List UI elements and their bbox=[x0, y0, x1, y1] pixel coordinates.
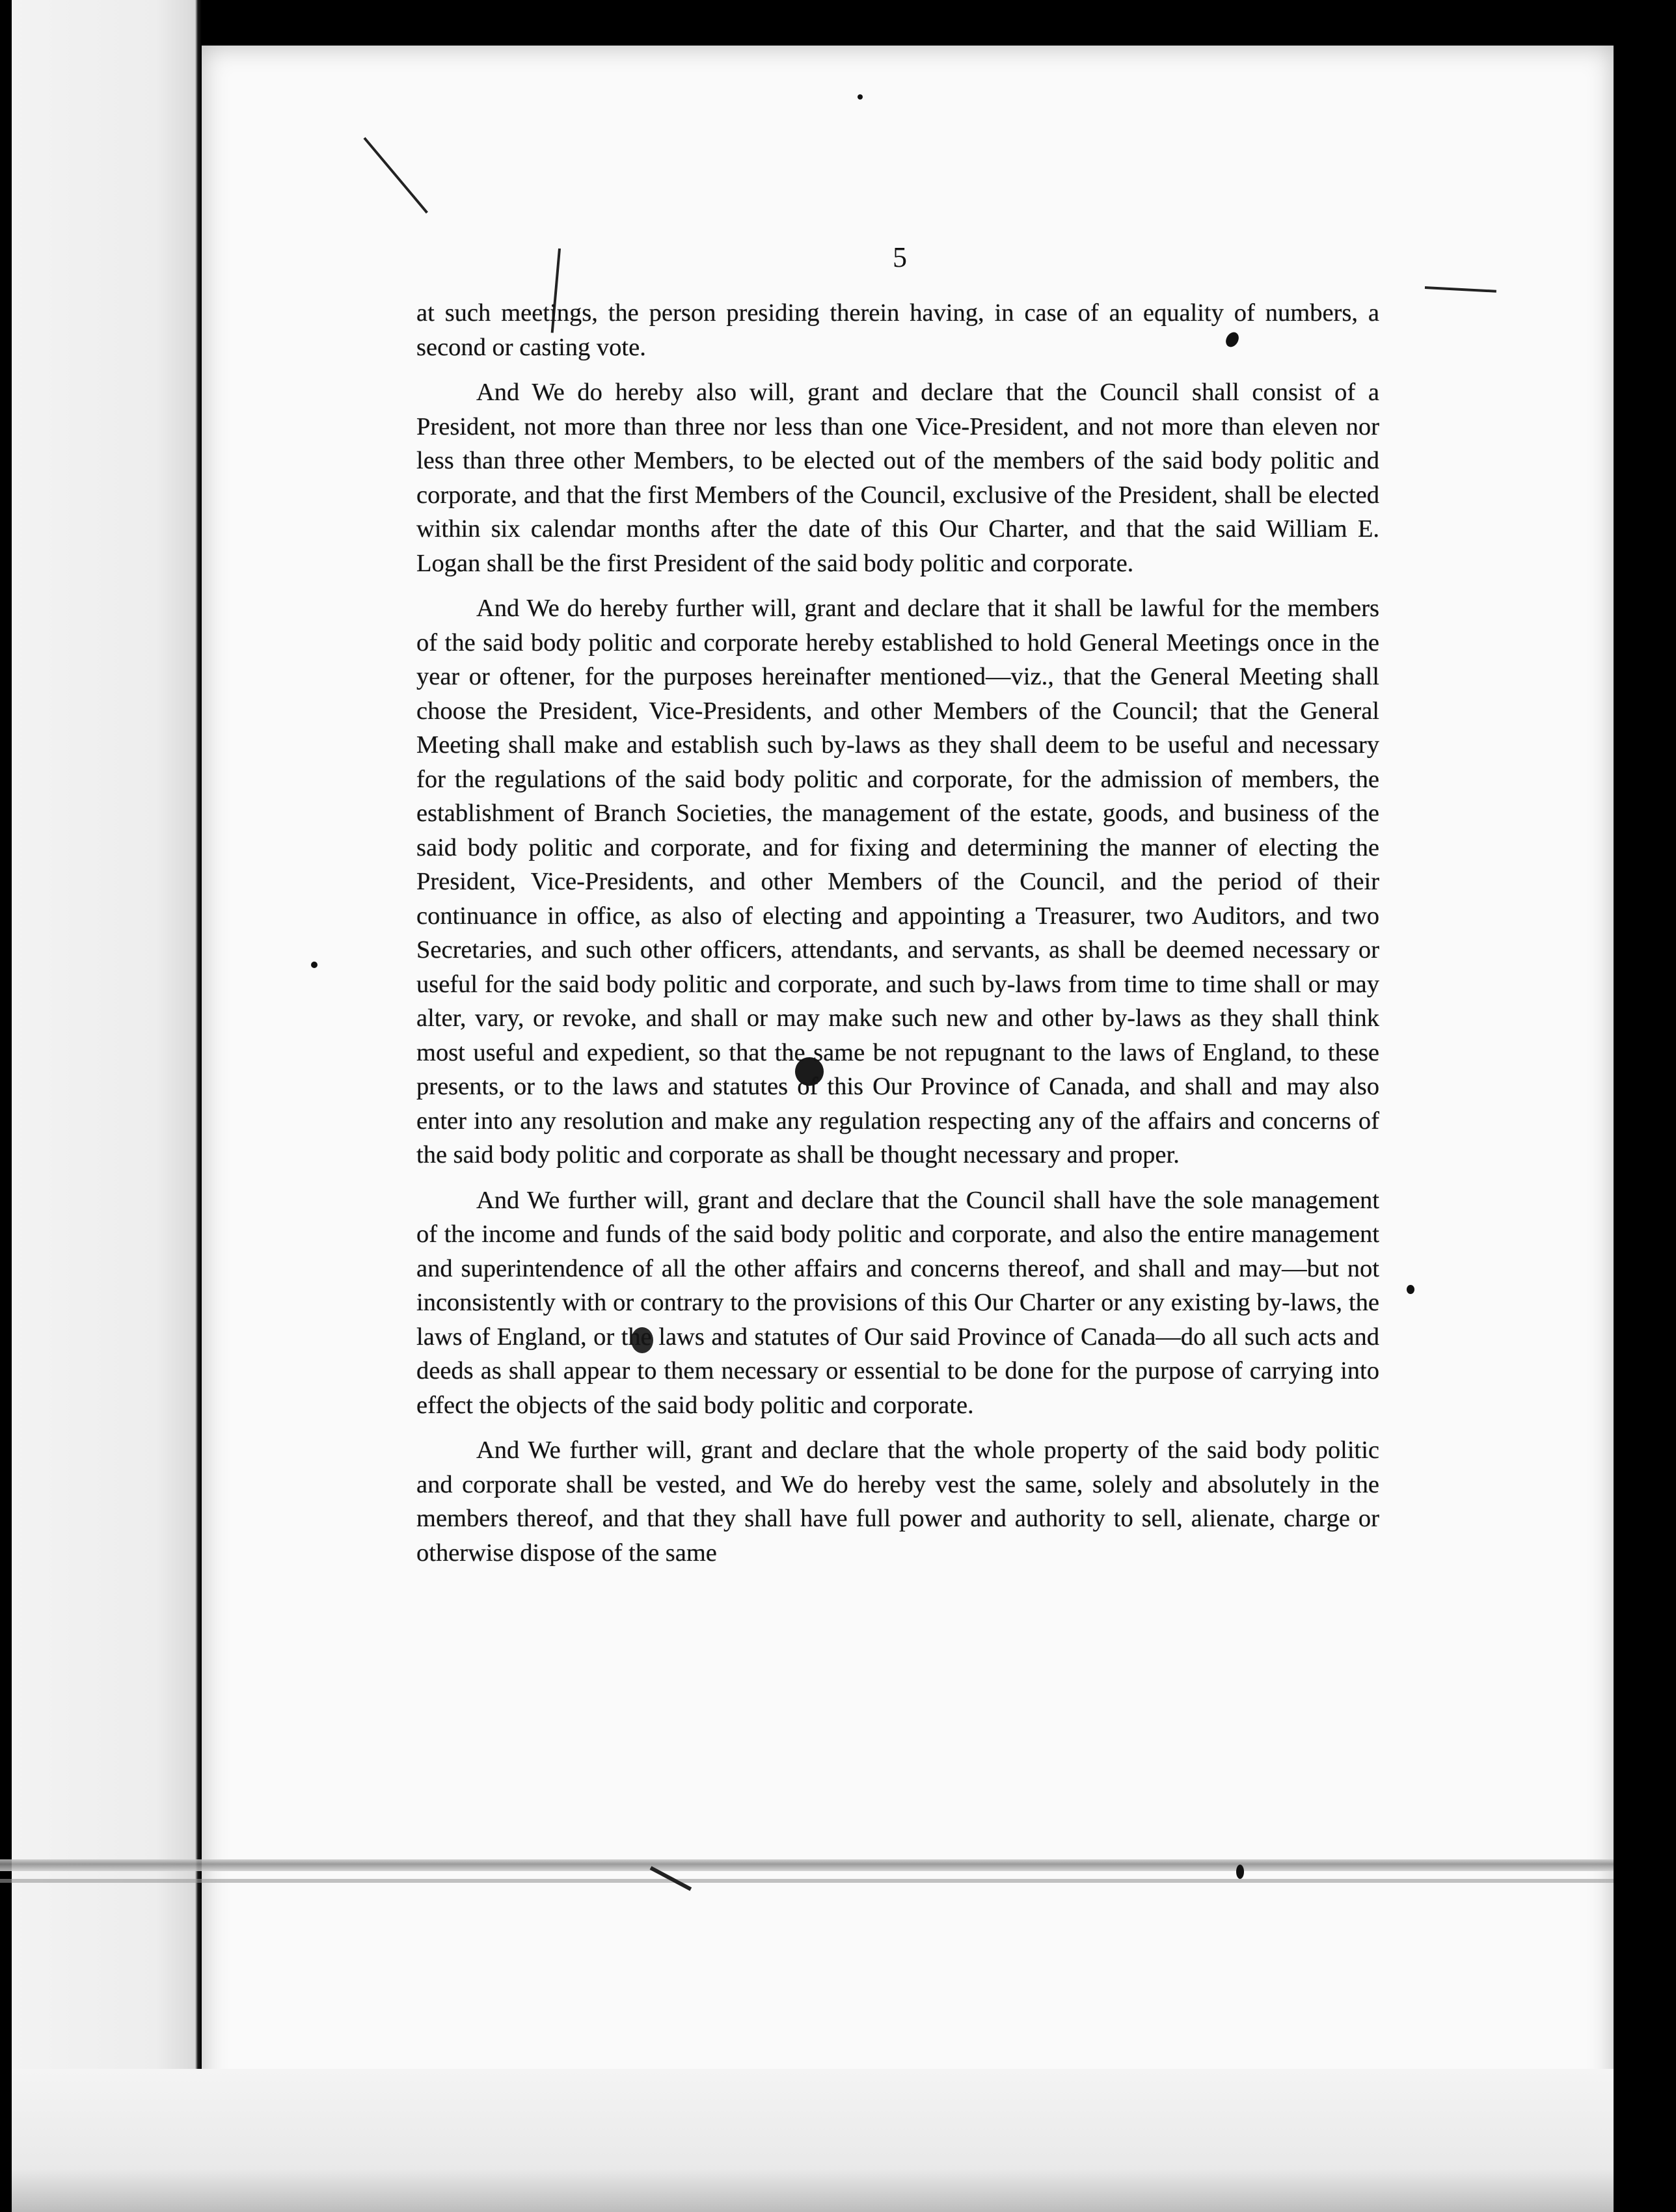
ink-speck bbox=[1627, 930, 1646, 945]
ink-speck bbox=[311, 962, 318, 968]
paragraph: at such meetings, the person presiding therein having, in case of an equality of numbers, a second or casting vote. bbox=[416, 299, 1379, 361]
ink-speck bbox=[1236, 1865, 1244, 1879]
paragraph: And We further will, grant and declare that the whole property of the said body politic and corporate shall be vested, and We do hereby vest the same, solely and absolutely in the members thereof, and that they shall have full power and authority to sell, alienate, charge or otherwise dispose of the same bbox=[416, 1436, 1379, 1567]
page-bottom-margin bbox=[12, 2069, 1676, 2212]
scan-right-edge bbox=[1614, 0, 1676, 2212]
ink-speck bbox=[858, 94, 863, 100]
ink-speck bbox=[1407, 1285, 1414, 1294]
fold-crease-shadow bbox=[0, 1879, 1676, 1883]
page-number: 5 bbox=[893, 241, 907, 273]
paragraph: And We do hereby also will, grant and declare that the Council shall consist of a President, not more than three nor less than one Vice-President, and not more than eleven nor less than three other Members, to be elected out of the members of the said body politic and corporate, and that the first Members of the Council, exclusive of the President, shall be elected within six calendar months after the date of this Our Charter, and that the said William E. Logan shall be the first President of the said body politic and corporate. bbox=[416, 379, 1379, 577]
paragraph: And We do hereby further will, grant and declare that it shall be lawful for the members of the said body politic and corporate hereby established to hold General Meetings once in the year or oftener, for the purposes hereinafter mentioned—viz., that the General Meeting shall choose the President, Vice-Presidents, and other Members of the Council; that the General Meeting shall make and establish such by-laws as they shall deem to be useful and necessary for the regulations of the said body politic and corporate, for the admission of members, the establishment of Branch Societies, the management of the estate, goods, and business of the said body politic and corporate, and for fixing and determining the manner of electing the President, Vice-Presidents, and other Members of the Council, and the period of their continuance in office, as also of electing and appointing a Treasurer, two Auditors, and two Secretaries, and such other officers, attendants, and servants, as shall be deemed necessary or useful for the said body politic and corporate, and such by-laws from time to time shall or may alter, vary, or revoke, and shall or may make such new and other by-laws as they shall think most useful and expedient, so that the same be not repugnant to the laws of England, to these presents, or to the laws and statutes of this Our Province of Canada, and shall and may also enter into any resolution and make any regulation respecting any of the affairs and concerns of the said body politic and corporate as shall be thought necessary and proper. bbox=[416, 595, 1379, 1168]
paragraph: And We further will, grant and declare that the Council shall have the sole management of the income and funds of the said body politic and corporate, and also the entire management and superintendence of all the other affairs and concerns thereof, and shall and may—but not inconsistently with or contrary to the provisions of this Our Charter or any existing by-laws, the laws of England, or the laws and statutes of Our said Province of Canada—do all such acts and deeds as shall appear to them necessary or essential to be done for the purpose of carrying into effect the objects of the said body politic and corporate. bbox=[416, 1186, 1379, 1419]
fold-crease bbox=[0, 1859, 1676, 1871]
body-text bbox=[416, 296, 1379, 1581]
